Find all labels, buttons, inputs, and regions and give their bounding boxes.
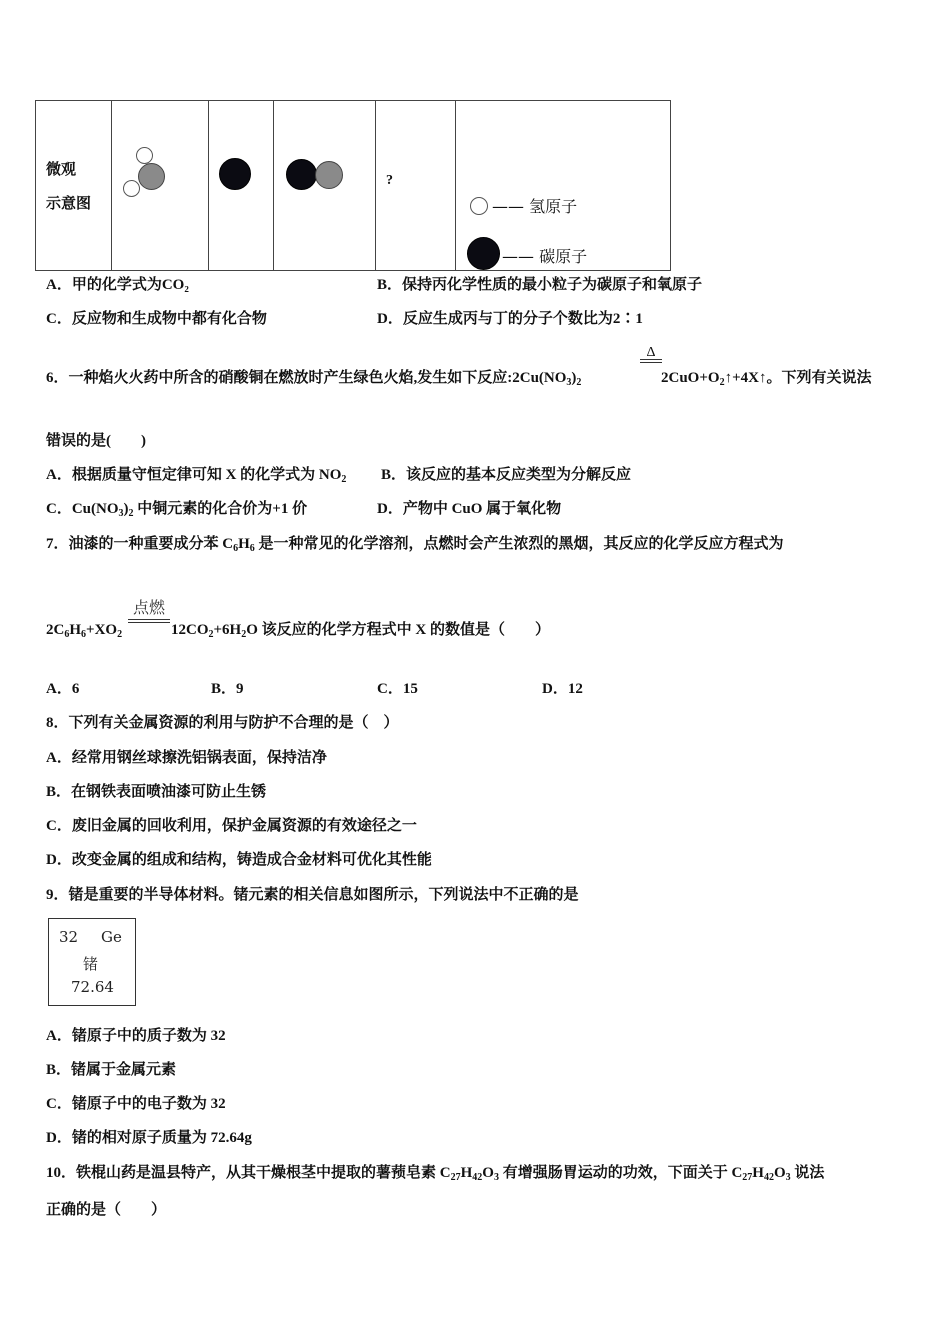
legend-cell xyxy=(456,101,671,271)
q9-option-a: A．锗原子中的质子数为 32 xyxy=(46,1028,226,1044)
q10-stem: 10．铁棍山药是温县特产，从其干燥根茎中提取的薯蓣皂素 $C_{27}H_{42}O_3$ 有增强肠胃运动的功效，下面关于 $C_{27}H_{42}O_3$ 说法 xyxy=(46,1165,825,1183)
q7-option-b: B．9 xyxy=(211,681,244,697)
q6-option-c: C．$Cu(NO_3)_2$ 中铜元素的化合价为+1 价 xyxy=(46,501,308,519)
oxygen-atom xyxy=(315,161,343,189)
molecule-ding-cell xyxy=(376,101,456,271)
q8-option-a: A．经常用钢丝球擦洗铝锅表面，保持洁净 xyxy=(46,750,327,766)
legend-carbon: —— 碳原子 xyxy=(502,247,588,266)
unknown-mark: ? xyxy=(386,173,393,188)
q6-option-b: B．该反应的基本反应类型为分解反应 xyxy=(381,467,632,483)
element-symbol: Ge xyxy=(101,928,122,946)
element-card-germanium xyxy=(48,918,136,1006)
q6-stem: 6．一种焰火火药中所含的硝酸铜在燃放时产生绿色火焰,发生如下反应$:2Cu(NO_3)_2$ xyxy=(46,370,582,388)
q7-option-c: C．15 xyxy=(377,681,418,697)
element-mass: 72.64 xyxy=(71,978,114,996)
q9-option-b: B．锗属于金属元素 xyxy=(46,1062,177,1078)
hydrogen-atom xyxy=(123,180,140,197)
q8-option-d: D．改变金属的组成和结构，铸造成合金材料可优化其性能 xyxy=(46,852,432,868)
molecule-jia-cell xyxy=(112,101,209,271)
row-label-cell xyxy=(36,101,112,271)
q5-option-d: D．反应生成丙与丁的分子个数比为2∶1 xyxy=(377,311,643,327)
q7-option-d: D．12 xyxy=(542,681,583,697)
hydrogen-atom xyxy=(136,147,153,164)
molecule-bing-cell xyxy=(274,101,376,271)
molecule-table xyxy=(35,100,671,271)
carbon-legend-icon xyxy=(467,237,500,270)
q6-products: $2CuO+O_2↑+4X↑$。下列有关说法 xyxy=(661,370,872,388)
molecule-yi-cell xyxy=(209,101,274,271)
q6-option-a: A．根据质量守恒定律可知 X 的化学式为 $NO_2$ xyxy=(46,467,347,485)
row-label-2: 示意图 xyxy=(46,196,92,212)
oxygen-atom xyxy=(138,163,165,190)
element-name: 锗 xyxy=(83,955,99,973)
legend-hydrogen: —— 氢原子 xyxy=(492,197,578,216)
hydrogen-legend-icon xyxy=(470,197,488,215)
q6-stem-end: 错误的是( ) xyxy=(46,433,146,449)
q5-option-c: C．反应物和生成物中都有化合物 xyxy=(46,311,267,327)
carbon-atom xyxy=(219,158,251,190)
q7-option-a: A．6 xyxy=(46,681,80,697)
q10-stem-end: 正确的是（ ） xyxy=(46,1202,167,1218)
q8-stem: 8．下列有关金属资源的利用与防护不合理的是（ ） xyxy=(46,715,399,731)
q6-option-d: D．产物中 CuO 属于氧化物 xyxy=(377,501,562,517)
q8-option-c: C．废旧金属的回收利用，保护金属资源的有效途径之一 xyxy=(46,818,417,834)
q5-option-b: B．保持丙化学性质的最小粒子为碳原子和氧原子 xyxy=(377,277,703,293)
q7-stem: 7．油漆的一种重要成分苯 $C_6H_6$ 是一种常见的化学溶剂，点燃时会产生浓烈的黑烟，其反应的化学反应方程式为 xyxy=(46,536,784,554)
q7-condition: 点燃 xyxy=(128,595,170,623)
q5-option-a: A．甲的化学式为CO₂ xyxy=(46,277,189,293)
row-label-1: 微观 xyxy=(46,162,77,178)
q7-equation-left: $2C_6H_6+XO_2$ xyxy=(46,622,123,640)
q9-option-d: D．锗的相对原子质量为 72.64g xyxy=(46,1130,252,1146)
q7-equation-right: $12CO_2+6H_2O$ 该反应的化学方程式中 X 的数值是（ ） xyxy=(171,622,550,640)
q6-condition: Δ xyxy=(640,345,662,363)
element-number: 32 xyxy=(59,928,79,946)
q9-stem: 9．锗是重要的半导体材料。锗元素的相关信息如图所示，下列说法中不正确的是 xyxy=(46,887,579,903)
q8-option-b: B．在钢铁表面喷油漆可防止生锈 xyxy=(46,784,267,800)
q9-option-c: C．锗原子中的电子数为 32 xyxy=(46,1096,226,1112)
carbon-atom xyxy=(286,159,317,190)
